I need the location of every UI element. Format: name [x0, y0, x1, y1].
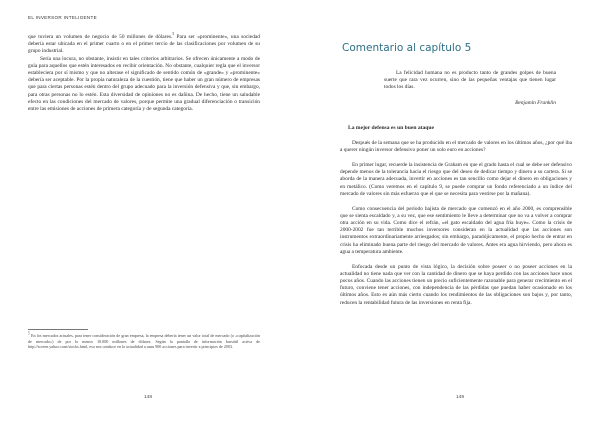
running-head: EL INVERSOR INTELIGENTE	[28, 15, 98, 20]
right-page-body	[340, 140, 572, 307]
footnote-divider	[28, 329, 88, 330]
paragraph: Enfocada desde un punto de vista lógico, la decisión sobre poseer o no poseer acciones en la actualidad no tiene nada que ver con la cantidad de dinero que se haya perdido con las acciones hace unos pocos años. Cuando las acciones tienen un precio suficientemente razonable para generar crecimiento en el futuro, conviene tener acciones, con independencia de las pérdidas que puedan haber ocasionado en los últimos años. Esto es aún más cierto cuando los rendimientos de las obligaciones son bajos y, por tanto, reducen la rentabilidad futura de las inversiones en renta fija.	[340, 263, 572, 306]
paragraph: Después de la semana que se ha producido en el mercado de valores en los últimos años, ¿por qué iba a querer ningún inversor defensivo poner un solo euro en acciones?	[340, 140, 572, 154]
footnote-text: En los mercados actuales, para tener consideración de gran empresa, la empresa debería tener un valor total de mercado (o «capitalización de mercado») de por lo menos 10.000 millones de dólares. Según la pantalla de información bursátil activa de http://screen.yahoo.com/stocks.html, eso nos conduce en la actualidad a unas 900 acciones para invertir a principios de 2003.	[28, 333, 260, 350]
paragraph-text: Para ser «prominente», una sociedad debería estar ubicada en el primer cuarto o en el primer tercio de las clasificaciones por volumen de su grupo industrial.	[28, 34, 260, 55]
right-page	[340, 0, 600, 424]
footnote-marker: 5	[28, 331, 30, 336]
paragraph	[28, 34, 260, 56]
paragraph: Como consecuencia del período bajista de mercado que comenzó en el año 2000, es comprensible que se sienta escaldado y, a su vez, que ese sentimiento le lleve a determinar que no va a volver a comprar otra acción en su vida. Como dice el refrán, «el gato escaldado del agua fría huye». Como la crisis de 2000-2002 fue tan terrible muchos inversores consideran en la actualidad que las acciones son instrumentos extraordinariamente arriesgados; sin embargo, paradójicamente, el propio hecho de entrar en crisis ha eliminado buena parte del riesgo del mercado de valores. Antes era agua hirviendo, pero ahora es agua a temperatura ambiente.	[340, 205, 572, 255]
chapter-title: Comentario al capítulo 5	[342, 42, 472, 54]
epigraph	[384, 70, 556, 92]
page-number: 148	[144, 395, 153, 400]
epigraph-text: La felicidad humana no es producto tanto de grandes golpes de buena suerte que rara vez ocurren, sino de las pequeñas ventajas que tienen lugar todos los días.	[384, 70, 556, 91]
paragraph: En primer lugar, recuerde la insistencia de Graham en que el grado hasta el cual se debe ser defensivo depende menos de la tolerancia hacia el riesgo que del deseo de dedicar tiempo y dinero a su cartera. Si se aborda de la manera adecuada, invertir en acciones es tan sencillo como dejar el dinero en obligaciones y en metálico. (Como veremos en el capítulo 9, se puede comprar un fondo referenciado a un índice del mercado de valores sin más esfuerzo que el que se necesita para vestirse por la mañana).	[340, 162, 572, 197]
footnote	[28, 333, 260, 350]
paragraph: Sería una locura, no obstante, insistir en tales criterios arbitrarios. Se ofrecen únicamente a modo de guía para aquellos que estén interesados en recibir orientación. No obstante, cualquier regla que el inversor estableciera por sí mismo y que no alterase el significado de sentido común de «grande» y «prominente» debería ser aceptable. Por la propia naturaleza de la cuestión, tiene que haber un gran número de empresas que para ciertas personas estén dentro del grupo adecuado para la inversión defensiva y que, sin embargo, para otras personas no lo estén. Esta diversidad de opiniones no es dañina. De hecho, tiene un saludable efecto en las condiciones del mercado de valores, porque permite una gradual diferenciación o transición entre las emisiones de acciones de primera categoría y de segunda categoría.	[28, 55, 260, 113]
left-page	[28, 0, 288, 424]
left-page-body	[28, 34, 260, 113]
section-heading: La mejor defensa es un buen ataque	[348, 125, 434, 131]
epigraph-author: Benjamin Franklin	[515, 100, 556, 106]
footnote-marker: 5	[172, 32, 175, 37]
paragraph-text: que tuviera un volumen de negocio de 50 millones de dólares.	[28, 34, 173, 40]
page-number: 149	[456, 395, 465, 400]
